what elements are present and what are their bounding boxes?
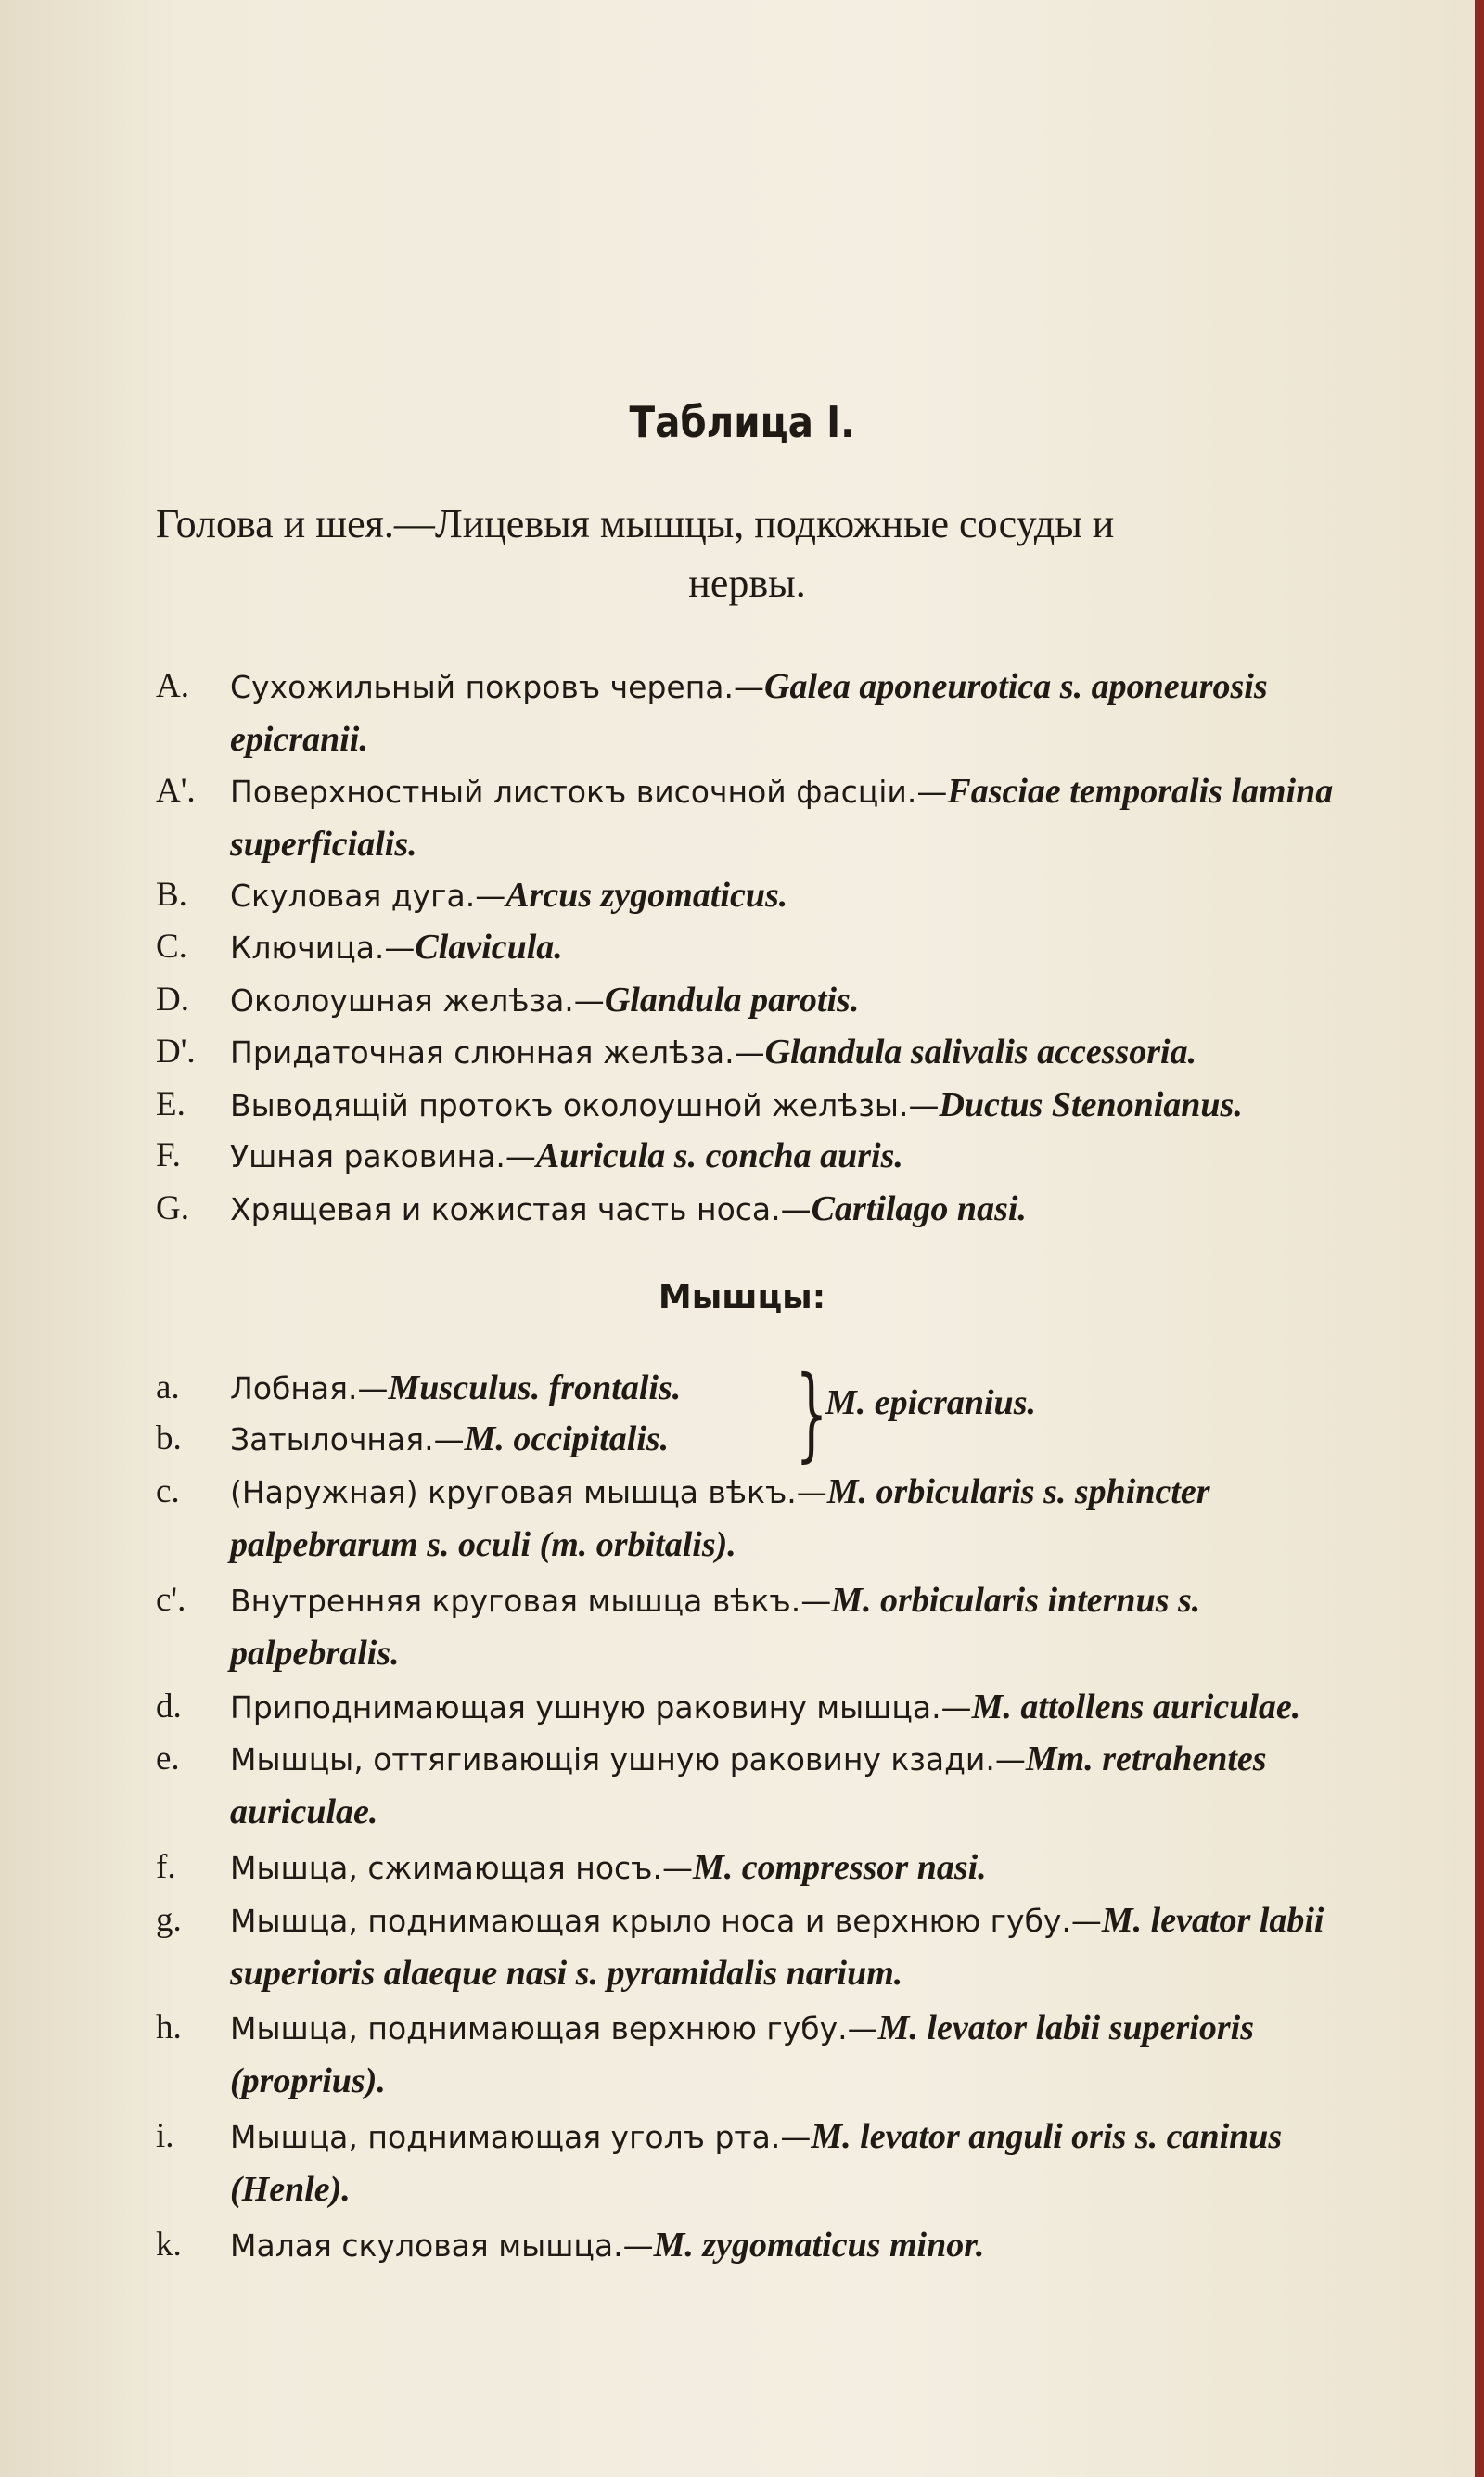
subtitle-line-1: Голова и шея.—Лицевыя мышцы, подкожные сосуды и <box>156 501 1115 546</box>
entry-key: h. <box>156 2009 182 2047</box>
entry-latin-name: Auricula s. concha auris. <box>535 1136 903 1175</box>
entry-russian-name: Мышца, сжимающая носъ.— <box>230 1850 693 1886</box>
entry-text <box>230 1413 768 1466</box>
entry-russian-name: Мышца, поднимающая верхнюю губу.— <box>230 2010 878 2047</box>
entry-text <box>230 869 1357 922</box>
entry-text <box>230 1842 1357 1894</box>
entry-latin-name: M. zygomaticus minor. <box>653 2226 985 2265</box>
entry-key: b. <box>156 1419 182 1457</box>
entry-russian-name: Ключица.— <box>230 930 416 966</box>
entry-key: A'. <box>156 772 196 810</box>
entry-latin-name: Galea aponeurotica s. aponeurosis epicranii. <box>230 667 1268 759</box>
entry-key: f. <box>156 1848 176 1886</box>
entry-key: E. <box>156 1085 186 1123</box>
entry-latin-name: M. levator labii superioris alaeque nasi s. pyramidalis narium. <box>230 1901 1324 1993</box>
entry-key: c'. <box>156 1581 186 1619</box>
entry-russian-name: Ушная раковина.— <box>230 1138 536 1174</box>
entry-text <box>230 1079 1357 1132</box>
entry-text <box>230 1733 1357 1839</box>
entry-russian-name: Мышцы, оттягивающія ушную раковину кзади.— <box>230 1741 1026 1778</box>
entry-text <box>230 974 1357 1027</box>
entry-key: k. <box>156 2226 182 2264</box>
entry-text <box>230 1894 1357 2000</box>
entry-text <box>230 1574 1357 1680</box>
entry-text <box>230 2002 1357 2108</box>
entry-key: D'. <box>156 1033 196 1071</box>
entry-text <box>230 2111 1357 2216</box>
entry-text <box>230 1130 1357 1183</box>
entry-text <box>230 2219 1357 2272</box>
entry-latin-name: M. orbicularis s. sphincter palpebrarum s. oculi (m. orbitalis). <box>230 1472 1210 1564</box>
entry-key: B. <box>156 876 187 914</box>
entry-russian-name: Малая скуловая мышца.— <box>230 2227 654 2264</box>
entry-text <box>230 765 1357 871</box>
entry-russian-name: Мышца, поднимающая крыло носа и верхнюю губу.— <box>230 1903 1102 1939</box>
entry-russian-name: Внутренняя круговая мышца вѣкъ.— <box>230 1583 832 1619</box>
entry-key: d. <box>156 1688 182 1726</box>
entry-latin-name: Clavicula. <box>415 928 563 967</box>
entry-latin-name: M. attollens auriculae. <box>971 1688 1301 1726</box>
entry-text <box>230 661 1357 766</box>
entry-text <box>230 1466 1357 1572</box>
entry-text <box>230 1026 1357 1079</box>
entry-key: a. <box>156 1368 180 1406</box>
entry-latin-name: M. occipitalis. <box>464 1419 670 1458</box>
entry-russian-name: Мышца, поднимающая уголъ рта.— <box>230 2119 812 2155</box>
entry-russian-name: Придаточная слюнная желѣза.— <box>230 1034 765 1071</box>
entry-latin-name: Fasciae temporalis lamina superficialis. <box>230 772 1334 864</box>
entry-key: c. <box>156 1472 180 1510</box>
subtitle-line-2: нервы. <box>688 560 806 606</box>
page-edge <box>1475 0 1484 2477</box>
entry-russian-name: Скуловая дуга.— <box>230 878 506 914</box>
entry-key: e. <box>156 1739 180 1778</box>
entry-russian-name: Поверхностный листокъ височной фасціи.— <box>230 774 948 810</box>
page-title: Таблица I. <box>629 397 855 447</box>
brace-label: M. epicranius. <box>825 1383 1036 1422</box>
entry-latin-name: Glandula salivalis accessoria. <box>764 1033 1197 1072</box>
entry-russian-name: Сухожильный покровъ черепа.— <box>230 669 765 705</box>
section-heading-muscles: Мышцы: <box>658 1278 826 1316</box>
entry-key: C. <box>156 928 187 966</box>
entry-latin-name: M. orbicularis internus s. palpebralis. <box>230 1581 1201 1673</box>
entry-key: g. <box>156 1901 182 1939</box>
entry-russian-name: Затылочная.— <box>230 1421 465 1457</box>
entry-latin-name: Musculus. frontalis. <box>388 1368 682 1407</box>
entry-key: i. <box>156 2117 174 2155</box>
entry-russian-name: Околоушная желѣза.— <box>230 982 605 1019</box>
entry-latin-name: M. compressor nasi. <box>692 1848 987 1887</box>
entry-latin-name: Cartilago nasi. <box>811 1189 1027 1228</box>
entry-key: A. <box>156 667 189 705</box>
entry-russian-name: Лобная.— <box>230 1370 389 1406</box>
entry-text <box>230 921 1357 974</box>
entry-russian-name: Приподнимающая ушную раковину мышца.— <box>230 1689 972 1726</box>
entry-latin-name: M. levator anguli oris s. caninus (Henle). <box>230 2117 1283 2209</box>
entry-latin-name: Mm. retrahentes auriculae. <box>230 1739 1267 1831</box>
entry-text <box>230 1681 1357 1734</box>
entry-latin-name: Arcus zygomaticus. <box>505 876 788 915</box>
entry-latin-name: Glandula parotis. <box>604 981 860 1020</box>
brace-symbol: } <box>795 1354 828 1472</box>
entry-latin-name: Ductus Stenonianus. <box>939 1085 1243 1124</box>
entry-russian-name: Выводящій протокъ околоушной желѣзы.— <box>230 1087 940 1123</box>
entry-text <box>230 1362 768 1415</box>
entry-russian-name: Хрящевая и кожистая часть носа.— <box>230 1191 812 1227</box>
entry-latin-name: M. levator labii superioris (proprius). <box>230 2009 1254 2100</box>
entry-text <box>230 1183 1357 1236</box>
page-subtitle <box>156 494 1338 613</box>
entry-key: D. <box>156 981 189 1019</box>
entry-key: G. <box>156 1189 189 1227</box>
entry-russian-name: (Наружная) круговая мышца вѣкъ.— <box>230 1474 827 1510</box>
entry-key: F. <box>156 1136 181 1174</box>
